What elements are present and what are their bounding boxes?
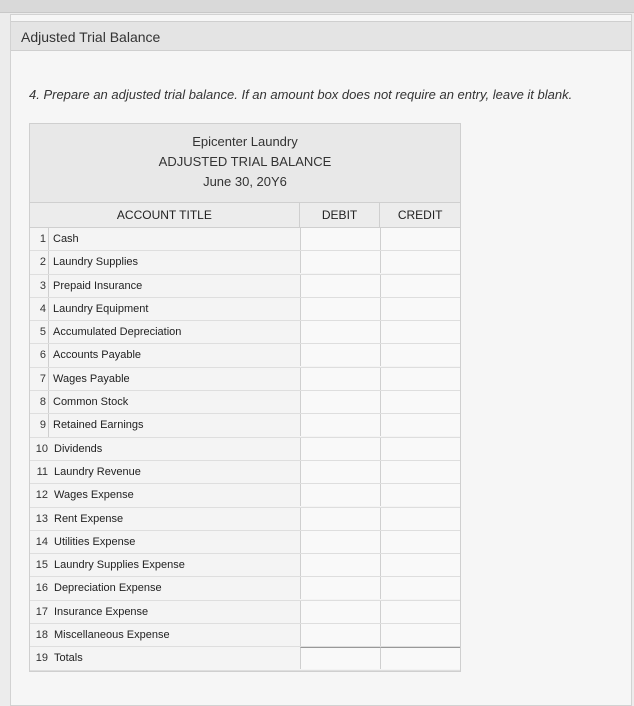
row-number: 5 [30, 321, 49, 343]
debit-amount-input[interactable] [300, 554, 380, 576]
account-title-cell [30, 601, 300, 623]
credit-amount-input[interactable] [380, 344, 460, 366]
account-label: Retained Earnings [53, 419, 144, 432]
company-name: Epicenter Laundry [192, 134, 298, 149]
account-label: Accounts Payable [53, 349, 142, 362]
table-row [30, 508, 460, 531]
account-title-cell [30, 484, 300, 506]
debit-amount-input[interactable] [300, 228, 380, 250]
account-title-header: ACCOUNT TITLE [116, 208, 212, 222]
account-label: Laundry Supplies [53, 256, 139, 269]
table-row [30, 531, 460, 554]
table-row [30, 275, 460, 298]
debit-amount-input[interactable] [300, 531, 380, 553]
debit-header: DEBIT [299, 203, 380, 227]
trial-balance-table [29, 123, 461, 672]
table-row [30, 601, 460, 624]
row-number: 18 [35, 629, 48, 642]
account-title-cell [30, 344, 300, 366]
row-number: 15 [35, 559, 48, 572]
account-label: Laundry Equipment [53, 302, 149, 315]
debit-amount-input[interactable] [300, 414, 380, 436]
table-row [30, 368, 460, 391]
credit-amount-input[interactable] [380, 554, 460, 576]
row-number: 6 [30, 344, 49, 366]
account-label: Laundry Revenue [54, 465, 141, 478]
account-title-cell [30, 298, 300, 320]
debit-amount-input[interactable] [300, 484, 380, 506]
account-label: Totals [54, 652, 83, 665]
row-number: 19 [35, 652, 48, 665]
account-title-cell [30, 577, 300, 599]
row-number: 17 [35, 605, 48, 618]
credit-amount-input[interactable] [380, 321, 460, 343]
row-number: 7 [30, 368, 49, 390]
row-number: 11 [36, 465, 48, 478]
credit-amount-input[interactable] [380, 368, 460, 390]
debit-amount-input[interactable] [300, 251, 380, 273]
account-label: Insurance Expense [54, 605, 149, 618]
debit-amount-input[interactable] [300, 344, 380, 366]
account-title-cell [30, 531, 300, 553]
account-label: Dividends [54, 442, 103, 455]
table-body [30, 228, 460, 671]
account-title-cell [30, 554, 300, 576]
debit-amount-input[interactable] [300, 508, 380, 530]
account-title-cell [30, 624, 300, 646]
debit-amount-input[interactable] [300, 438, 380, 460]
credit-amount-input[interactable] [380, 601, 460, 623]
row-number: 16 [35, 582, 48, 595]
table-row [30, 577, 460, 600]
table-row [30, 321, 460, 344]
credit-amount-input[interactable] [380, 298, 460, 320]
row-number: 9 [30, 414, 49, 436]
credit-amount-input[interactable] [380, 531, 460, 553]
table-row [30, 298, 460, 321]
account-label: Rent Expense [54, 512, 124, 525]
table-row [30, 647, 460, 670]
debit-amount-input[interactable] [300, 321, 380, 343]
account-label: Wages Payable [53, 372, 130, 385]
statement-title: ADJUSTED TRIAL BALANCE [158, 154, 332, 169]
debit-amount-input[interactable] [300, 461, 380, 483]
table-row [30, 414, 460, 437]
account-label: Prepaid Insurance [53, 279, 143, 292]
table-row [30, 624, 460, 647]
table-row [30, 461, 460, 484]
row-number: 12 [35, 489, 48, 502]
row-number: 1 [30, 228, 49, 250]
row-number: 4 [30, 298, 49, 320]
top-bar [0, 0, 634, 13]
credit-amount-input[interactable] [380, 438, 460, 460]
account-title-cell [30, 414, 300, 436]
row-number: 8 [30, 391, 49, 413]
account-label: Miscellaneous Expense [54, 629, 170, 642]
table-row [30, 228, 460, 251]
account-title-cell [30, 508, 300, 530]
statement-date: June 30, 20Y6 [203, 174, 287, 189]
credit-amount-input[interactable] [380, 228, 460, 250]
row-number: 2 [30, 251, 49, 273]
table-row [30, 438, 460, 461]
row-number: 14 [35, 535, 48, 548]
account-label: Laundry Supplies Expense [54, 559, 185, 572]
credit-amount-input[interactable] [380, 391, 460, 413]
section-title: Adjusted Trial Balance [21, 29, 161, 45]
account-title-cell [30, 228, 300, 250]
credit-amount-input[interactable] [380, 647, 460, 669]
debit-amount-input[interactable] [300, 601, 380, 623]
credit-header: CREDIT [379, 203, 460, 227]
account-label: Depreciation Expense [54, 582, 162, 595]
account-label: Cash [53, 233, 79, 245]
credit-amount-input[interactable] [380, 251, 460, 273]
credit-amount-input[interactable] [380, 275, 460, 297]
account-title-cell [30, 461, 300, 483]
credit-amount-input[interactable] [380, 508, 460, 530]
table-row [30, 554, 460, 577]
credit-amount-input[interactable] [380, 414, 460, 436]
debit-amount-input[interactable] [300, 647, 380, 669]
debit-amount-input[interactable] [300, 298, 380, 320]
account-title-cell [30, 275, 300, 297]
credit-amount-input[interactable] [380, 484, 460, 506]
statement-heading [30, 124, 460, 203]
account-label: Common Stock [53, 396, 129, 409]
account-title-cell [30, 251, 300, 273]
credit-amount-input[interactable] [380, 577, 460, 599]
debit-amount-input[interactable] [300, 624, 380, 646]
debit-amount-input[interactable] [300, 391, 380, 413]
debit-amount-input[interactable] [300, 275, 380, 297]
table-row [30, 251, 460, 274]
account-title-cell [30, 368, 300, 390]
table-row [30, 484, 460, 507]
account-label: Wages Expense [54, 489, 134, 502]
account-label: Accumulated Depreciation [53, 326, 182, 339]
content-panel [10, 14, 632, 706]
account-title-cell [30, 647, 300, 669]
table-row [30, 391, 460, 414]
debit-amount-input[interactable] [300, 368, 380, 390]
row-number: 10 [35, 442, 48, 455]
credit-amount-input[interactable] [380, 461, 460, 483]
account-title-cell [30, 438, 300, 460]
instruction-text: 4. Prepare an adjusted trial balance. If an amount box does not require an entry, leave it blank. [29, 87, 573, 102]
account-title-cell [30, 391, 300, 413]
credit-amount-input[interactable] [380, 624, 460, 646]
column-headers [30, 203, 460, 228]
account-label: Utilities Expense [54, 535, 136, 548]
row-number: 3 [30, 275, 49, 297]
row-number: 13 [35, 512, 48, 525]
table-row [30, 344, 460, 367]
account-title-cell [30, 321, 300, 343]
debit-amount-input[interactable] [300, 577, 380, 599]
section-header [11, 21, 631, 51]
